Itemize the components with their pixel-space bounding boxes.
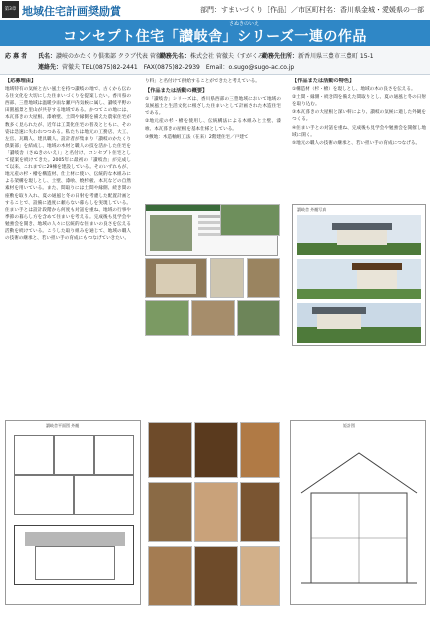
- features-item: ①構造材（杉・檜）を現しとし、地域の木の良さを伝える。: [292, 87, 416, 93]
- plan-caption: 讃岐舎平面図 外観: [46, 423, 80, 428]
- house-body: [337, 229, 387, 245]
- award-title: 地域住宅計画奨励賞: [22, 5, 121, 18]
- ground: [297, 327, 421, 343]
- elevation-roof: [25, 532, 125, 546]
- exterior-photo-1: [297, 215, 421, 255]
- features-item: ④住まい手との対話を重ね、完成後も見学会や勉強会を開催し地域に開く。: [292, 125, 426, 138]
- overview-item: ①「讃岐舎」シリーズは、香川県西部の三豊地域において地域の気候風土と生活文化に根ざした住まいとして計画された木造住宅である。: [145, 97, 281, 117]
- chapter-tag: 第3章: [2, 1, 19, 18]
- name-value: 讃岐のかたくり倶楽部 クラブ代表 菅徹夫: [56, 53, 168, 60]
- interior-photo-g: [148, 546, 192, 606]
- section-caption: 矩計図: [343, 423, 355, 428]
- plan-room: [14, 475, 74, 515]
- applicant-name: [38, 51, 168, 60]
- room-photo: [210, 258, 244, 298]
- interior-photo: [145, 258, 207, 298]
- ground: [297, 289, 421, 299]
- overview-item: ②地元産の杉・檜を使用し、伝統構法による木組みと土壁、漆喰、本瓦葺きの屋根を基本仕様としている。: [145, 119, 281, 132]
- applicant-contact: [38, 62, 294, 71]
- elevation-wall: [35, 546, 115, 580]
- applicant-info: [0, 46, 430, 75]
- house-roof: [352, 263, 402, 270]
- interior-photo-e: [194, 482, 238, 542]
- applicant-label: [5, 51, 27, 60]
- features-list: [292, 86, 426, 147]
- plan-room: [14, 435, 54, 475]
- house-roof: [332, 223, 392, 230]
- interior-photo-a: [148, 422, 192, 478]
- name-label: 氏名：: [38, 53, 57, 60]
- interior-photo-h: [194, 546, 238, 606]
- forest-photo: [145, 300, 189, 336]
- reason-heading: 【応募理由】: [5, 78, 37, 84]
- features-item: ③本瓦葺きの大屋根と深い軒により、讃岐の気候に適した外観をつくる。: [292, 110, 426, 123]
- page-title: コンセプト住宅「讃岐舎」シリーズ一連の作品: [63, 29, 367, 45]
- interior-photo-c: [240, 422, 280, 478]
- house-roof: [312, 307, 366, 314]
- features-section: [292, 78, 426, 198]
- overview-item: ③敷地：木造軸組工法（在来）2階建住宅／戸建て: [145, 134, 249, 140]
- contact-label: 連絡先：: [38, 64, 63, 71]
- addr-label: 勤務先住所：: [262, 53, 299, 60]
- interior-photo-b: [194, 422, 238, 478]
- title-ruby: さぬきのいえ: [229, 21, 260, 27]
- overview-heading: 【作品または活動の概要】: [145, 88, 208, 95]
- plan-room: [74, 475, 134, 515]
- overview-intro: り料」と名付けて供給することができたと考えている。: [145, 79, 260, 84]
- contact-value: 菅徹夫 TEL(0875)82-2441 FAX(0875)82-2939 Email：o.sugo@sugo-ac.co.jp: [62, 64, 295, 71]
- org-value: 株式会社 菅徹夫（すがくみ）: [190, 53, 270, 60]
- applicant-org: [160, 51, 270, 60]
- interior-photo-i: [240, 546, 280, 606]
- org-label: 勤務先名：: [160, 53, 191, 60]
- village-photo: [237, 300, 280, 336]
- section-panel: [290, 420, 426, 605]
- exterior-caption: 讃岐舎 外観写真: [297, 207, 327, 212]
- features-item: ②土間・縁側・続き間を備えた間取りとし、夏の通風と冬の日射を取り込む。: [292, 95, 426, 108]
- reason-section: [5, 78, 131, 316]
- interior-wall: [156, 264, 196, 294]
- interior-photo-d: [148, 482, 192, 542]
- features-item: ⑤地元の職人の技術の継承と、若い担い手の育成につなげる。: [292, 140, 421, 146]
- interior-photo-f: [240, 482, 280, 542]
- applicant-label-text: 応 募 者: [5, 53, 28, 60]
- plan-panel: [5, 420, 141, 605]
- elevation-drawing: [14, 525, 134, 585]
- addr-value: 新香川県三豊市三豊町 15-1: [298, 53, 374, 60]
- floor-plan: [14, 435, 134, 515]
- exterior-photo-3: [297, 303, 421, 343]
- overview-list: [145, 96, 281, 141]
- carpentry-photo: [191, 300, 235, 336]
- website-photo: [150, 215, 192, 251]
- reason-body: 地域特有の気候と古い風土を持つ讃岐の地で、古くから伝わる住文化を大切にした住まいづくりを提案したい。香川県の西部、三豊地域は温暖少雨な瀬戸内気候に属し、讃岐平野の田園風景と里山が共存する地域である。かつてこの地には、本瓦葺きの大屋根、漆喰壁、土間や縁側を備えた農家住宅が数多く見られたが、近年は工業化住宅の普及とともに、その姿は急速に失われつつある。私たちは地元の工務店、大工、左官、瓦職人、建具職人、設計者が集まり「讃岐のかたくり倶楽部」を結成し、地域の木材と職人の技を活かした住宅を「讃岐舎（さぬきのいえ）」と名付け、コンセプト住宅として提案を続けてきた。2005年に最初の「讃岐舎」が完成して以来、これまでに29棟を建設している。そのいずれもが、地元産の杉・檜を構造材、仕上材に使い、伝統的な木組みによる架構を現しとし、土壁、漆喰、焼杉板、本瓦などの自然素材を用いている。また、間取りには土間や縁側、続き間の座敷を取り入れ、夏の通風と冬の日射を考慮した配置計画とすることで、設備に過度に頼らない暮らしを実現している。住まい手とは設計段階から何度も対話を重ね、地域の行事や季節の暮らし方を含めて住まいを考える。完成後も見学会や勉強会を開き、地域の人々に伝統的な住まいの良さを伝える活動を続けている。こうした取り組みを通じて、地域の職人の技術の継承と、若い担い手の育成にもつなげていきたい。: [5, 87, 131, 242]
- features-heading: 【作品または活動の特色】: [292, 78, 355, 84]
- section-drawing: [291, 433, 426, 603]
- exterior-photo-2: [297, 259, 421, 299]
- title-bar: [0, 20, 430, 46]
- overview-section: [145, 78, 281, 198]
- house-body: [357, 269, 397, 289]
- work-photo: [247, 258, 280, 298]
- top-bar: [0, 0, 430, 20]
- applicant-address: [262, 51, 374, 60]
- house-body: [317, 313, 361, 329]
- category-meta: 部門：すまいづくり［作品］／市区町村名：香川県金城・愛媛県の一部: [200, 6, 424, 14]
- plan-room: [54, 435, 94, 475]
- plan-room: [94, 435, 134, 475]
- garden-photo: [220, 204, 280, 236]
- exterior-photo-panel: [292, 204, 426, 346]
